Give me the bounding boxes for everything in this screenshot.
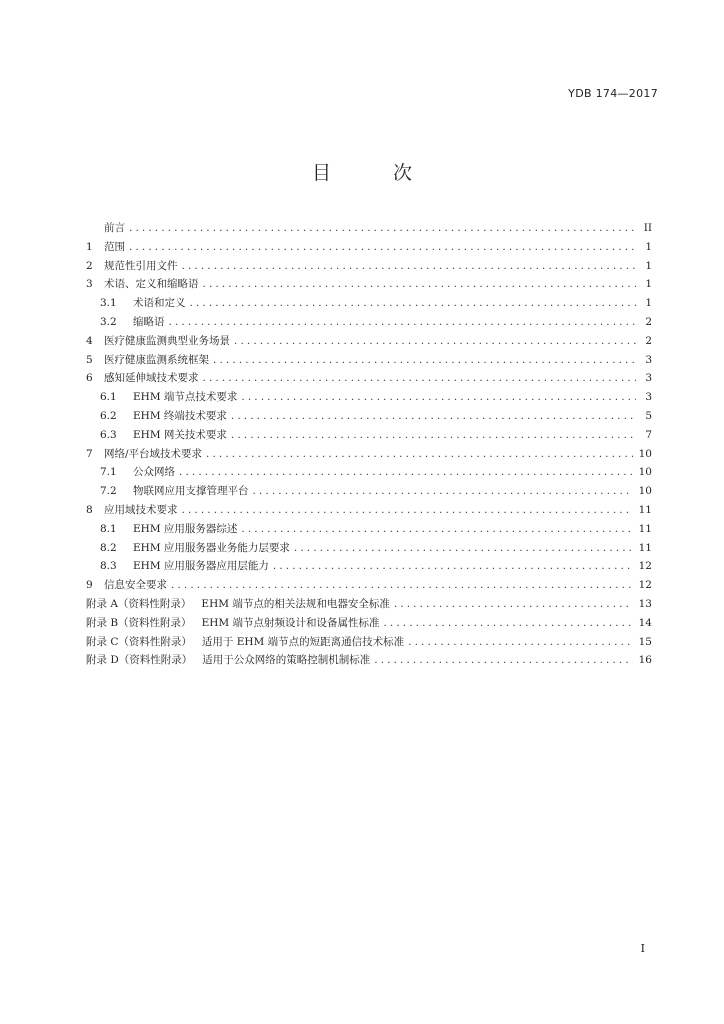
toc-entry-page: 2 <box>645 315 652 328</box>
toc-leader-dots <box>241 523 632 535</box>
toc-entry-title: EHM 终端技术要求 <box>133 409 227 422</box>
table-of-contents <box>86 220 652 671</box>
toc-leader-dots <box>169 316 637 328</box>
toc-entry[interactable] <box>86 634 652 653</box>
document-id: YDB 174—2017 <box>568 87 658 100</box>
toc-entry-number: 9 <box>86 579 93 592</box>
toc-entry-title: EHM 网关技术要求 <box>133 428 227 441</box>
toc-entry-page: 14 <box>638 616 652 629</box>
toc-entry-number: 3 <box>86 278 93 291</box>
page-number: I <box>640 942 645 955</box>
toc-entry-page: 1 <box>645 259 652 272</box>
toc-entry-page: II <box>643 222 652 234</box>
toc-entry-title: EHM 端节点射频设计和设备属性标准 <box>201 616 380 629</box>
toc-entry-number: 3.1 <box>100 297 117 310</box>
toc-leader-dots <box>231 410 636 422</box>
toc-entry-page: 10 <box>638 447 652 460</box>
toc-entry-number: 附录 A（资料性附录） <box>86 597 192 610</box>
toc-leader-dots <box>383 617 632 629</box>
toc-entry-number: 8.3 <box>100 560 117 573</box>
toc-entry[interactable] <box>86 314 652 333</box>
toc-entry-title: 适用于 EHM 端节点的短距离通信技术标准 <box>201 635 405 648</box>
toc-entry[interactable] <box>86 652 652 671</box>
toc-entry-page: 10 <box>638 466 652 479</box>
toc-entry-page: 11 <box>638 541 652 554</box>
toc-entry[interactable] <box>86 464 652 483</box>
toc-entry[interactable] <box>86 446 652 465</box>
toc-leader-dots <box>253 485 633 497</box>
toc-leader-dots <box>213 354 636 366</box>
toc-entry-number: 附录 D（资料性附录） <box>86 654 193 667</box>
toc-entry-page: 16 <box>638 654 652 667</box>
toc-entry-title: 公众网络 <box>133 466 175 479</box>
toc-leader-dots <box>408 636 633 648</box>
toc-entry-page: 15 <box>638 635 652 648</box>
toc-entry-title: 适用于公众网络的策略控制机制标准 <box>202 654 371 667</box>
toc-entry[interactable] <box>86 370 652 389</box>
toc-entry[interactable] <box>86 258 652 277</box>
toc-entry-number: 7.2 <box>100 485 117 498</box>
toc-entry-page: 5 <box>645 409 652 422</box>
toc-entry-title: 信息安全要求 <box>104 579 167 592</box>
toc-leader-dots <box>231 429 636 441</box>
toc-entry-number: 3.2 <box>100 315 117 328</box>
toc-entry-number: 6 <box>86 372 93 385</box>
toc-entry-title: 感知延伸域技术要求 <box>104 372 199 385</box>
toc-entry-number: 6.1 <box>100 391 117 404</box>
toc-entry-number: 7 <box>86 447 93 460</box>
toc-entry-page: 1 <box>645 240 652 253</box>
toc-title: 目 次 <box>311 162 441 184</box>
toc-entry-number: 附录 C（资料性附录） <box>86 635 192 648</box>
toc-entry-title: EHM 应用服务器综述 <box>133 522 238 535</box>
toc-entry-number: 8.1 <box>100 522 117 535</box>
toc-entry-number: 2 <box>86 259 93 272</box>
toc-entry-title: EHM 应用服务器业务能力层要求 <box>133 541 290 554</box>
toc-leader-dots <box>374 654 632 666</box>
toc-leader-dots <box>234 335 636 347</box>
toc-entry-number: 5 <box>86 353 93 366</box>
toc-entry-page: 11 <box>638 522 652 535</box>
toc-entry-number: 7.1 <box>100 466 117 479</box>
toc-entry[interactable] <box>86 502 652 521</box>
toc-entry-title: 应用域技术要求 <box>104 503 178 516</box>
toc-entry[interactable] <box>86 540 652 559</box>
toc-entry-page: 10 <box>638 485 652 498</box>
toc-entry[interactable] <box>86 558 652 577</box>
toc-entry-number: 1 <box>86 240 93 253</box>
toc-leader-dots <box>129 222 636 234</box>
toc-entry[interactable] <box>86 333 652 352</box>
toc-entry-page: 3 <box>645 391 652 404</box>
toc-entry[interactable] <box>86 408 652 427</box>
toc-entry-title: 医疗健康监测系统框架 <box>104 353 209 366</box>
toc-leader-dots <box>182 260 637 272</box>
toc-entry-title: 前言 <box>104 222 125 234</box>
toc-entry-page: 12 <box>638 560 652 573</box>
toc-entry-title: 术语、定义和缩略语 <box>104 278 199 291</box>
toc-leader-dots <box>203 278 637 290</box>
toc-leader-dots <box>206 448 633 460</box>
toc-leader-dots <box>203 372 637 384</box>
toc-entry-title: 规范性引用文件 <box>104 259 178 272</box>
toc-leader-dots <box>294 542 633 554</box>
toc-entry[interactable] <box>86 615 652 634</box>
toc-entry-title: 网络/平台域技术要求 <box>104 447 203 460</box>
toc-entry[interactable] <box>86 521 652 540</box>
toc-entry-title: EHM 端节点技术要求 <box>133 391 238 404</box>
toc-entry-title: 范围 <box>104 240 125 253</box>
toc-entry-title: EHM 应用服务器应用层能力 <box>133 560 269 573</box>
toc-leader-dots <box>182 504 633 516</box>
toc-entry[interactable] <box>86 389 652 408</box>
toc-entry[interactable] <box>86 220 652 239</box>
toc-leader-dots <box>129 241 636 253</box>
toc-entry-number: 4 <box>86 334 93 347</box>
toc-entry-number: 8 <box>86 503 93 516</box>
toc-entry-number: 6.2 <box>100 409 117 422</box>
toc-entry-title: 缩略语 <box>133 315 165 328</box>
toc-leader-dots <box>241 391 636 403</box>
toc-entry-page: 2 <box>645 334 652 347</box>
toc-entry[interactable] <box>86 577 652 596</box>
toc-entry[interactable] <box>86 295 652 314</box>
toc-entry-page: 11 <box>638 503 652 516</box>
toc-entry-page: 3 <box>645 372 652 385</box>
toc-entry-number: 附录 B（资料性附录） <box>86 616 192 629</box>
toc-leader-dots <box>171 579 633 591</box>
toc-leader-dots <box>190 297 637 309</box>
toc-entry[interactable] <box>86 596 652 615</box>
toc-entry-page: 1 <box>645 278 652 291</box>
toc-entry-number: 6.3 <box>100 428 117 441</box>
toc-leader-dots <box>394 598 633 610</box>
toc-entry-page: 12 <box>638 579 652 592</box>
toc-entry-page: 7 <box>645 428 652 441</box>
toc-entry[interactable] <box>86 352 652 371</box>
toc-entry[interactable] <box>86 239 652 258</box>
toc-entry-page: 13 <box>638 597 652 610</box>
toc-entry-title: 术语和定义 <box>133 297 186 310</box>
toc-leader-dots <box>179 466 633 478</box>
toc-leader-dots <box>273 560 633 572</box>
toc-entry[interactable] <box>86 427 652 446</box>
toc-entry-number: 8.2 <box>100 541 117 554</box>
toc-entry[interactable] <box>86 276 652 295</box>
toc-entry-page: 3 <box>645 353 652 366</box>
toc-entry-title: 物联网应用支撑管理平台 <box>133 485 249 498</box>
toc-entry-title: 医疗健康监测典型业务场景 <box>104 334 230 347</box>
toc-entry[interactable] <box>86 483 652 502</box>
toc-entry-title: EHM 端节点的相关法规和电器安全标准 <box>201 597 390 610</box>
toc-entry-page: 1 <box>645 297 652 310</box>
